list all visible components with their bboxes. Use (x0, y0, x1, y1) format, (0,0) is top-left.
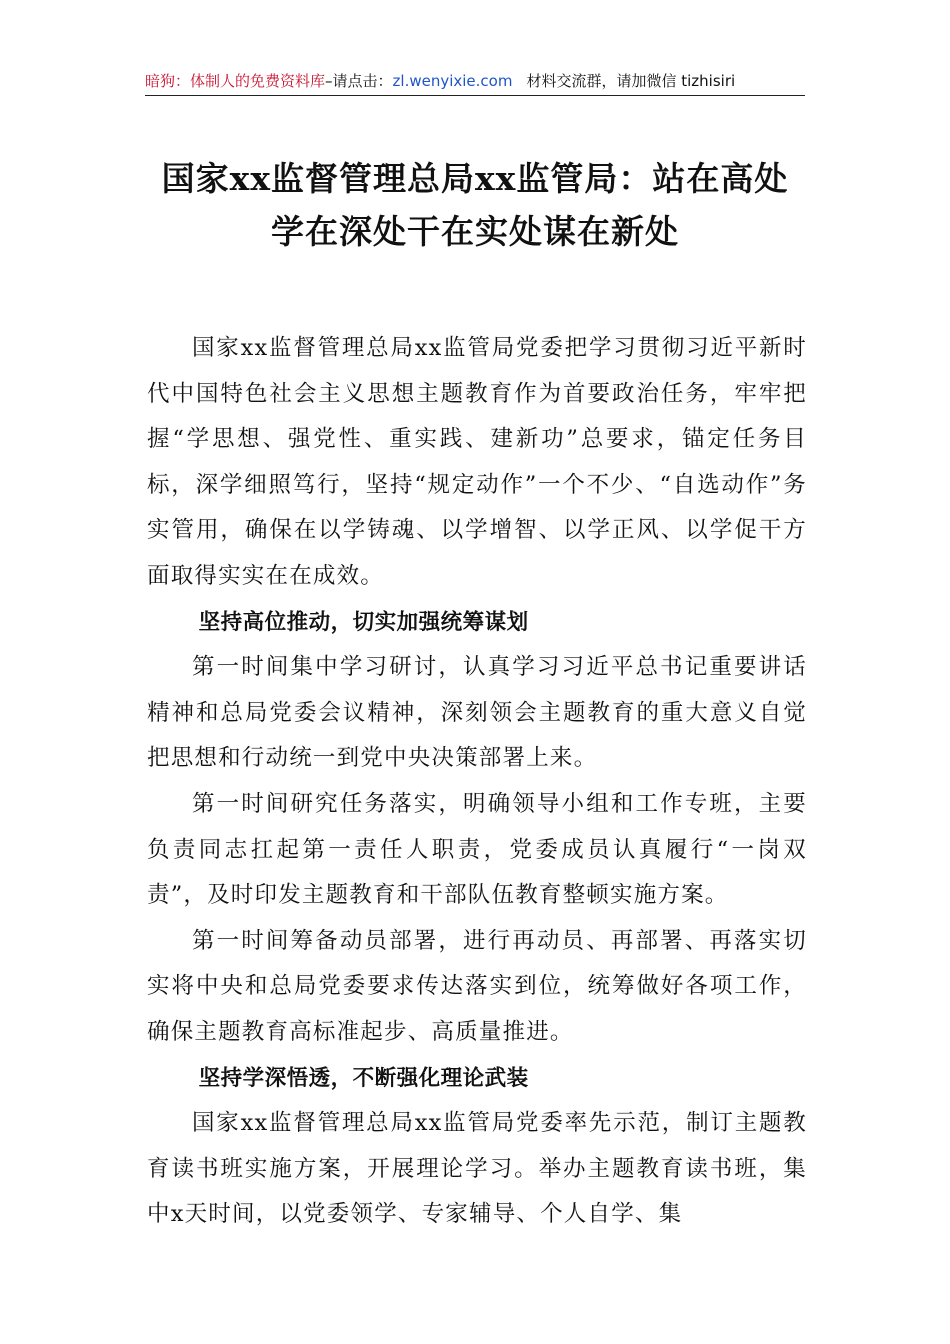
page-header (145, 68, 805, 94)
paragraph: 第一时间筹备动员部署，进行再动员、再部署、再落实切实将中央和总局党委要求传达落实到位，统筹做好各项工作，确保主题教育高标准起步、高质量推进。 (147, 927, 807, 1045)
paragraph-intro: 国家xx监督管理总局xx监管局党委把学习贯彻习近平新时代中国特色社会主义思想主题教育作为首要政治任务，牢牢把握“学思想、强党性、重实践、建新功”总要求，锚定任务目标，深学细照笃行，坚持“规定动作”一个不少、“自选动作”务实管用，确保在以学铸魂、以学增智、以学正风、以学促干方面取得实实在在成效。 (147, 335, 807, 589)
site-label: 暗狗：体制人的免费资料库 (145, 72, 326, 90)
paragraph: 第一时间研究任务落实，明确领导小组和工作专班，主要负责同志扛起第一责任人职责，党委成员认真履行“一岗双责”，及时印发主题教育和干部队伍教育整顿实施方案。 (147, 790, 807, 909)
wechat-note: 材料交流群，请加微信 tizhisiri (526, 72, 736, 90)
title-line-2: 学在深处干在实处谋在新处 (271, 212, 679, 251)
title-line-1: 国家xx监督管理总局xx监管局：站在高处 (161, 159, 789, 198)
section-heading-2: 坚持学深悟透，不断强化理论武装 (198, 1065, 529, 1091)
document-title (100, 152, 850, 258)
click-prompt: –请点击： (325, 72, 393, 90)
section-heading-1: 坚持高位推动，切实加强统筹谋划 (198, 609, 529, 635)
paragraph: 国家xx监督管理总局xx监管局党委率先示范，制订主题教育读书班实施方案，开展理论学习。举办主题教育读书班，集中x天时间，以党委领学、专家辅导、个人自学、集 (147, 1110, 807, 1228)
document-body (147, 326, 807, 1238)
paragraph: 第一时间集中学习研讨，认真学习习近平总书记重要讲话精神和总局党委会议精神，深刻领会主题教育的重大意义自觉把思想和行动统一到党中央决策部署上来。 (147, 654, 807, 772)
site-link[interactable]: zl.wenyixie.com (392, 72, 513, 90)
header-divider (145, 95, 805, 96)
